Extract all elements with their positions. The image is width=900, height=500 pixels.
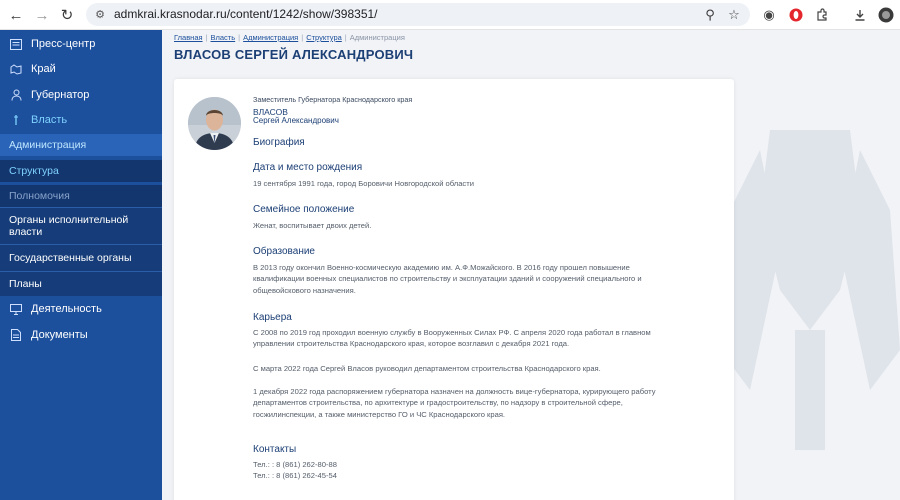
contact-phone-2[interactable]: Тел.: : 8 (861) 262-45-54 <box>253 471 337 480</box>
main-content <box>162 30 900 500</box>
sidebar-item-press-center[interactable] <box>0 36 162 52</box>
last-name: ВЛАСОВ <box>253 107 288 117</box>
sidebar-item-label: Документы <box>31 329 88 341</box>
section-text-career-3: 1 декабря 2022 года распоряжением губернатора назначен на должность вице-губернатора, курирующего работу департаментов строительства, по архитектуре и градостроительству, по надзору в строительной сфере, госжилинспекции, а также министерство ГО и ЧС Краснодарского края. <box>253 387 656 419</box>
sidebar-sub-plans[interactable] <box>0 272 162 296</box>
sidebar-item-power[interactable] <box>0 112 162 128</box>
map-icon <box>9 62 23 76</box>
sidebar-item-governor[interactable] <box>0 87 162 103</box>
sidebar-sub-label: Органы исполнительной власти <box>9 214 129 238</box>
section-text-career: С 2008 по 2019 год проходил военную службу в Вооруженных Силах РФ. С апреля 2020 года работал в главном управлении строительства Краснодарского края, которое возглавил с декабря 2021 года. <box>253 328 651 349</box>
section-text-family: Женат, воспитывает двоих детей. <box>253 221 372 230</box>
breadcrumb-link[interactable]: Администрация <box>243 33 299 42</box>
extensions-icon[interactable] <box>813 6 831 24</box>
sidebar-sub-executive-bodies[interactable] <box>0 208 162 244</box>
zoom-icon[interactable]: ⚲ <box>705 7 715 22</box>
reload-icon[interactable]: ↻ <box>60 6 74 24</box>
documents-icon <box>9 328 23 342</box>
page-title: ВЛАСОВ СЕРГЕЙ АЛЕКСАНДРОВИЧ <box>174 47 414 62</box>
opera-extension-icon[interactable] <box>787 6 805 24</box>
sidebar-sub-state-bodies[interactable] <box>0 245 162 271</box>
breadcrumb-current: Администрация <box>349 33 405 42</box>
download-icon[interactable] <box>851 6 869 24</box>
section-heading-education: Образование <box>253 246 315 257</box>
biography-heading: Биография <box>253 137 305 148</box>
section-heading-contacts: Контакты <box>253 444 297 455</box>
breadcrumb-link[interactable]: Структура <box>306 33 342 42</box>
profile-avatar-icon[interactable] <box>877 6 895 24</box>
address-bar[interactable] <box>86 3 750 26</box>
breadcrumb-link[interactable]: Власть <box>210 33 236 42</box>
contact-phone-1[interactable]: Тел.: : 8 (861) 262-80-88 <box>253 460 337 469</box>
sidebar-item-label: Губернатор <box>31 89 90 101</box>
site-info-icon[interactable]: ⚙ <box>95 8 105 21</box>
url-text[interactable]: admkrai.krasnodar.ru/content/1242/show/398351/ <box>114 7 378 21</box>
person-icon <box>9 88 23 102</box>
coat-of-arms-watermark-icon <box>710 90 900 470</box>
profile-card <box>174 79 734 500</box>
sidebar-item-documents[interactable] <box>0 327 162 343</box>
section-text-career-2: С марта 2022 года Сергей Власов руководил департаментом строительства Краснодарского края. <box>253 364 601 373</box>
forward-icon[interactable]: → <box>34 6 50 24</box>
sidebar-sub-label: Структура <box>9 165 59 177</box>
sidebar-sub-administration[interactable] <box>0 134 162 156</box>
sidebar-item-label: Край <box>31 63 56 75</box>
sidebar-sub-label: Администрация <box>9 139 87 151</box>
sidebar-sub-label: Планы <box>9 278 42 290</box>
sidebar-sub-label: Полномочия <box>9 190 70 202</box>
sidebar-item-region[interactable] <box>0 61 162 77</box>
avatar <box>188 97 241 150</box>
globe-icon[interactable]: ◉ <box>763 7 775 22</box>
sidebar-sub-powers[interactable] <box>0 185 162 207</box>
browser-toolbar <box>0 0 900 30</box>
sidebar-item-label: Пресс-центр <box>31 38 96 50</box>
sidebar-item-activity[interactable] <box>0 301 162 317</box>
power-icon <box>9 113 23 127</box>
section-text-education: В 2013 году окончил Военно-космическую академию им. А.Ф.Можайского. В 2016 году прошел повышение квалификации военных специалистов по строительству и эксплуатации зданий и сооружений специального и общевойскового назначения. <box>253 263 642 295</box>
section-heading-birth: Дата и место рождения <box>253 162 363 173</box>
section-heading-career: Карьера <box>253 312 292 323</box>
sidebar-sub-structure[interactable] <box>0 160 162 182</box>
press-icon <box>9 37 23 51</box>
section-text-birth: 19 сентября 1991 года, город Боровичи Новгородской области <box>253 179 474 188</box>
bookmark-star-icon[interactable]: ☆ <box>728 7 740 22</box>
breadcrumb-link[interactable]: Главная <box>174 33 203 42</box>
position-title: Заместитель Губернатора Краснодарского края <box>253 95 413 104</box>
sidebar-item-label: Власть <box>31 114 68 126</box>
sidebar <box>0 30 162 500</box>
sidebar-sub-label: Государственные органы <box>9 252 132 264</box>
activity-icon <box>9 302 23 316</box>
section-heading-family: Семейное положение <box>253 204 355 215</box>
breadcrumb: Главная | Власть | Администрация | Структура | Администрация <box>174 33 405 42</box>
back-icon[interactable]: ← <box>8 6 24 24</box>
first-names: Сергей Александрович <box>253 116 339 125</box>
sidebar-item-label: Деятельность <box>31 303 102 315</box>
